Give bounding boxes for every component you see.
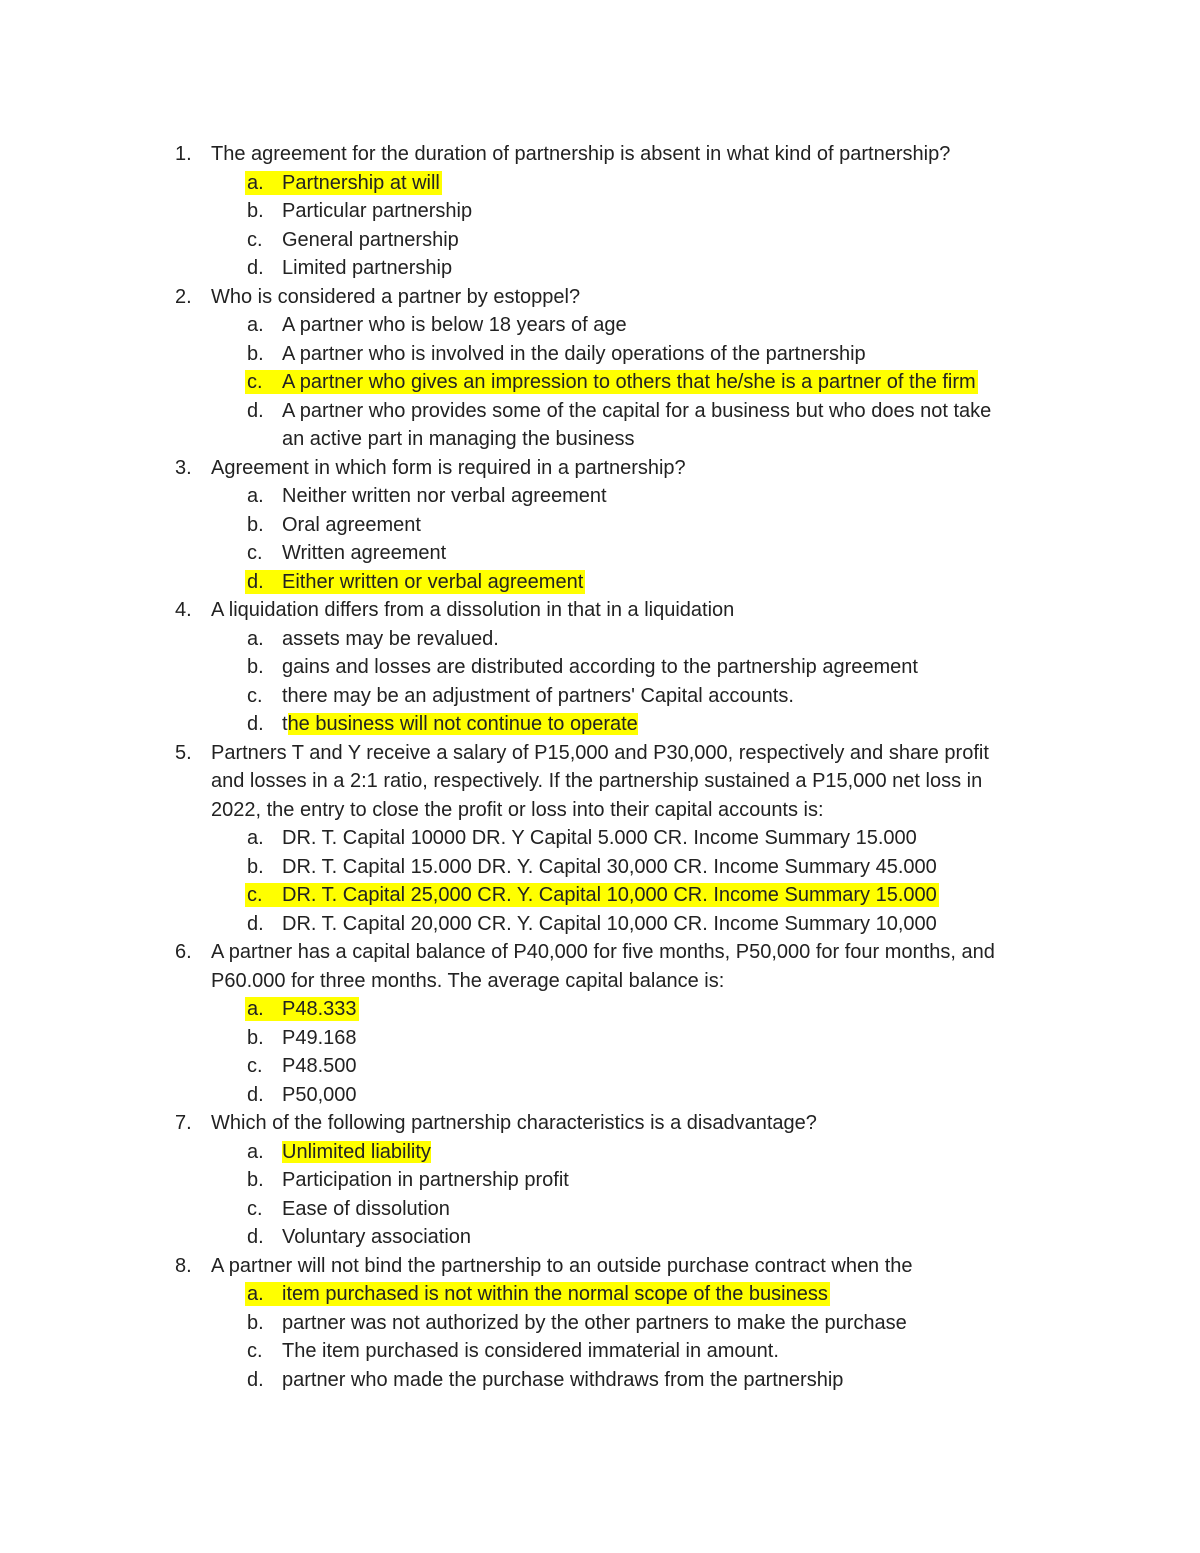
question-text: A partner has a capital balance of P40,000 for five months, P50,000 for four months, and: [211, 941, 995, 963]
option-letter: b.: [247, 342, 264, 365]
question-text: 2022, the entry to close the profit or loss into their capital accounts is:: [211, 798, 824, 821]
option-letter: d.: [247, 399, 264, 422]
option-line: [0, 197, 1200, 226]
option-letter: a.: [247, 827, 264, 849]
option-line: [0, 568, 1200, 597]
option-letter: d.: [247, 1226, 264, 1248]
option-line: [0, 539, 1200, 568]
option-line: [0, 625, 1200, 654]
option-line: [0, 1024, 1200, 1053]
option-letter: d.: [247, 1083, 264, 1106]
question-line: [0, 967, 1200, 996]
option-letter: a.: [247, 1283, 264, 1305]
question-number: 3.: [175, 456, 192, 479]
question-text: Which of the following partnership characteristics is a disadvantage?: [211, 1112, 817, 1134]
option-text: Ease of dissolution: [282, 1197, 450, 1220]
option-letter: d.: [247, 912, 264, 935]
option-line: [0, 368, 1200, 397]
option-line: [0, 881, 1200, 910]
option-letter: c.: [247, 684, 263, 707]
option-text: The item purchased is considered immaterial in amount.: [282, 1340, 779, 1362]
option-text: Participation in partnership profit: [282, 1169, 569, 1191]
option-text: P49.168: [282, 1026, 357, 1049]
option-letter: c.: [247, 884, 263, 906]
question-text: and losses in a 2:1 ratio, respectively. If the partnership sustained a P15,000 net loss in: [211, 770, 983, 792]
answer-highlight: he business will not continue to operate: [287, 713, 638, 735]
option-text: A partner who provides some of the capital for a business but who does not take: [282, 399, 992, 422]
option-text: item purchased is not within the normal scope of the business: [282, 1283, 828, 1305]
option-text: there may be an adjustment of partners' Capital accounts.: [282, 684, 794, 707]
option-letter: a.: [247, 627, 264, 650]
question-line: [0, 1109, 1200, 1138]
option-line: [0, 824, 1200, 853]
option-letter: c.: [247, 228, 263, 251]
option-text: A partner who is involved in the daily operations of the partnership: [282, 342, 866, 365]
option-letter: c.: [247, 371, 263, 393]
question-line: [0, 140, 1200, 169]
option-letter: d.: [247, 1368, 264, 1391]
option-letter: d.: [247, 570, 264, 593]
option-line: [0, 910, 1200, 939]
question-line: [0, 454, 1200, 483]
option-letter: c.: [247, 1197, 263, 1220]
question-number: 8.: [175, 1254, 192, 1277]
option-line: [0, 682, 1200, 711]
option-line: [0, 254, 1200, 283]
document-page: [0, 140, 1200, 1394]
option-line: [0, 853, 1200, 882]
option-text: P48.500: [282, 1055, 357, 1077]
option-line: [0, 1337, 1200, 1366]
question-line: [0, 283, 1200, 312]
answer-highlight: Unlimited liability: [282, 1140, 431, 1163]
option-letter: b.: [247, 1311, 264, 1334]
question-text: A partner will not bind the partnership to an outside purchase contract when the: [211, 1254, 913, 1277]
option-line: [0, 1052, 1200, 1081]
option-line: [0, 1166, 1200, 1195]
option-line: [0, 425, 1200, 454]
option-line: [0, 1195, 1200, 1224]
option-letter: c.: [247, 1055, 263, 1077]
option-text: assets may be revalued.: [282, 627, 499, 650]
option-text: Limited partnership: [282, 257, 453, 279]
option-letter: c.: [247, 1340, 263, 1362]
question-number: 6.: [175, 941, 192, 963]
option-text: A partner who is below 18 years of age: [282, 314, 627, 336]
option-text: DR. T. Capital 25,000 CR. Y. Capital 10,000 CR. Income Summary 15.000: [282, 884, 937, 906]
option-letter: d.: [247, 257, 264, 279]
option-line: [0, 397, 1200, 426]
option-line: [0, 995, 1200, 1024]
option-letter: d.: [247, 713, 264, 735]
question-line: [0, 938, 1200, 967]
option-letter: b.: [247, 1026, 264, 1049]
option-line: [0, 1280, 1200, 1309]
option-letter: a.: [247, 314, 264, 336]
option-text: [282, 710, 638, 739]
option-text: Oral agreement: [282, 513, 421, 536]
option-text: Partnership at will: [282, 171, 440, 194]
option-text: Either written or verbal agreement: [282, 570, 584, 593]
option-line: [0, 1081, 1200, 1110]
question-text: Agreement in which form is required in a partnership?: [211, 456, 686, 479]
question-text: Who is considered a partner by estoppel?: [211, 285, 581, 308]
question-line: [0, 1252, 1200, 1281]
option-text: gains and losses are distributed according to the partnership agreement: [282, 656, 918, 678]
option-line: [0, 340, 1200, 369]
question-number: 4.: [175, 599, 192, 621]
option-line: [0, 311, 1200, 340]
option-text: partner who made the purchase withdraws from the partnership: [282, 1368, 844, 1391]
option-text-plain: t: [282, 713, 288, 735]
question-number: 1.: [175, 143, 192, 165]
option-text: Written agreement: [282, 542, 447, 564]
question-line: [0, 596, 1200, 625]
question-number: 2.: [175, 285, 192, 308]
option-line: [0, 710, 1200, 739]
option-letter: b.: [247, 200, 264, 222]
question-number: 5.: [175, 741, 192, 764]
option-letter: a.: [247, 171, 264, 194]
question-text: The agreement for the duration of partnership is absent in what kind of partnership?: [211, 143, 951, 165]
option-text: General partnership: [282, 228, 459, 251]
option-line: [0, 1309, 1200, 1338]
option-line: [0, 1138, 1200, 1167]
option-letter: b.: [247, 855, 264, 878]
option-letter: a.: [247, 998, 264, 1020]
option-line: [0, 226, 1200, 255]
option-line: [0, 1366, 1200, 1395]
question-number: 7.: [175, 1112, 192, 1134]
question-text: Partners T and Y receive a salary of P15,000 and P30,000, respectively and share profit: [211, 741, 989, 764]
question-line: [0, 767, 1200, 796]
option-text: P48.333: [282, 998, 357, 1020]
question-line: [0, 796, 1200, 825]
option-letter: a.: [247, 1140, 264, 1163]
question-line: [0, 739, 1200, 768]
option-text: A partner who gives an impression to others that he/she is a partner of the firm: [282, 371, 976, 393]
option-line: [0, 482, 1200, 511]
option-text: Voluntary association: [282, 1226, 472, 1248]
option-text: P50,000: [282, 1083, 357, 1106]
option-letter: a.: [247, 485, 264, 507]
option-letter: b.: [247, 656, 264, 678]
question-text: A liquidation differs from a dissolution in that in a liquidation: [211, 599, 735, 621]
option-text: Neither written nor verbal agreement: [282, 485, 607, 507]
option-line: [0, 1223, 1200, 1252]
option-text: DR. T. Capital 15.000 DR. Y. Capital 30,000 CR. Income Summary 45.000: [282, 855, 937, 878]
option-letter: b.: [247, 513, 264, 536]
question-text: P60.000 for three months. The average capital balance is:: [211, 969, 725, 992]
option-line: [0, 653, 1200, 682]
option-line: [0, 169, 1200, 198]
option-text: [282, 1138, 431, 1167]
option-text: Particular partnership: [282, 200, 473, 222]
option-text: DR. T. Capital 20,000 CR. Y. Capital 10,000 CR. Income Summary 10,000: [282, 912, 937, 935]
option-letter: c.: [247, 542, 263, 564]
option-text: an active part in managing the business: [282, 428, 635, 450]
option-letter: b.: [247, 1169, 264, 1191]
option-text: partner was not authorized by the other partners to make the purchase: [282, 1311, 907, 1334]
option-text: DR. T. Capital 10000 DR. Y Capital 5.000 CR. Income Summary 15.000: [282, 827, 917, 849]
option-line: [0, 511, 1200, 540]
